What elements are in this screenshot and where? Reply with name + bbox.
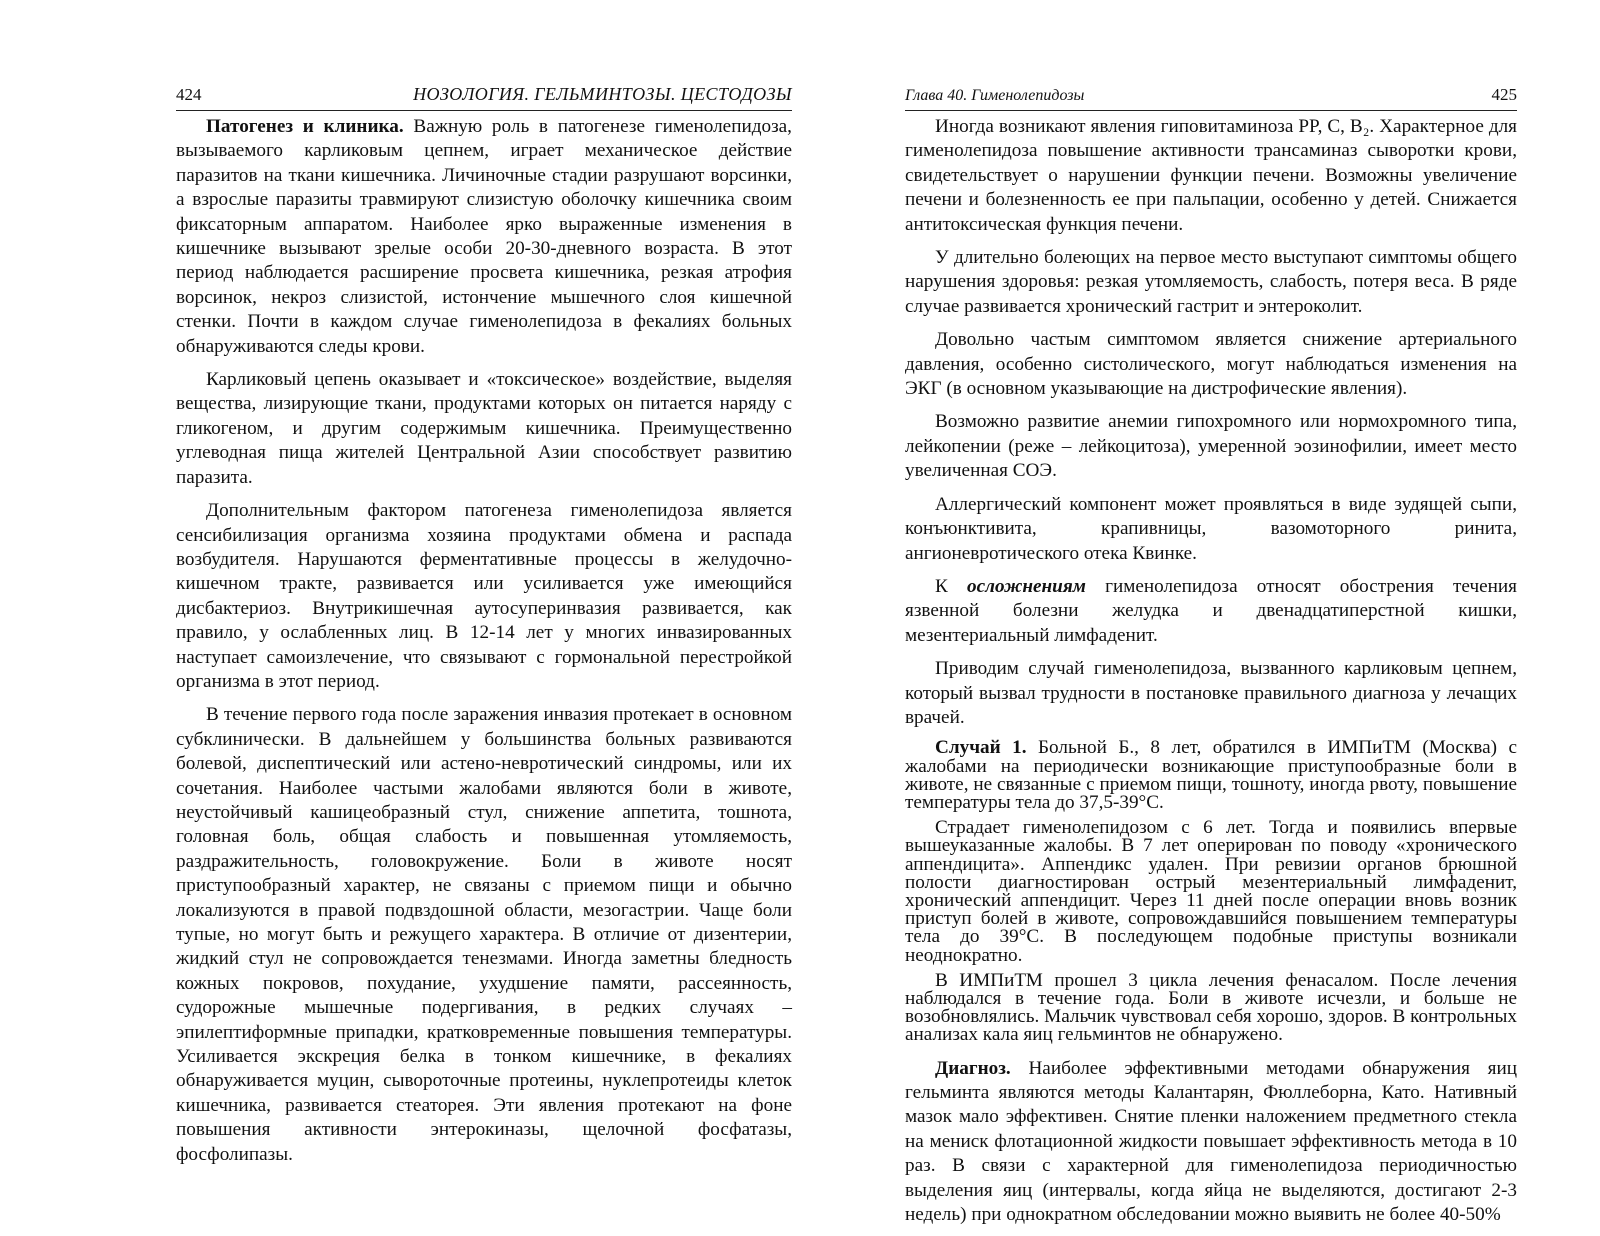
paragraph: У длительно болеющих на первое место выступают симптомы общего нарушения здоровья: резкая утомляемость, слабость, потеря веса. В ряде случае развивается хронический гастрит и энтероколит. — [905, 247, 1517, 317]
paragraph: Дополнительным фактором патогенеза гименолепидоза является сенсибилизация организма хозяина продуктами обмена и распада возбудителя. Нарушаются ферментативные процессы в желудочно-кишечном тракте, развивается или усиливается уже имеющийся дисбактериоз. Внутрикишечная аутосуперинвазия развивается, как правило, у ослабленных лиц. В 12-14 лет у многих инвазированных наступает самоизлечение, что связывают с гормональной перестройкой организма в этот период. — [176, 500, 792, 692]
running-title: Глава 40. Гименолепидозы — [905, 87, 1085, 104]
case-paragraph — [905, 739, 1517, 812]
case-lead: Случай 1. — [935, 737, 1027, 759]
paragraph-text: Больной Б., 8 лет, обратился в ИМПиТМ (Москва) с жалобами на периодически возникающие приступообразные боли в животе, не связанные с приемом пищи, тошноту, иногда рвоту, повышение температуры тела до 37,5-39°С. — [905, 737, 1517, 813]
paragraph-text: К — [935, 575, 968, 597]
page-number: 424 — [176, 85, 202, 104]
case-paragraph: В ИМПиТМ прошел 3 цикла лечения фенасалом. После лечения наблюдался в течение года. Боли в животе исчезли, и больше не возобновлялись. Мальчик чувствовал себя хорошо, здоров. В контрольных анализах кала яиц гельминтов не обнаружено. — [905, 969, 1517, 1046]
paragraph — [176, 115, 792, 359]
paragraph: Довольно частым симптомом является снижение артериального давления, особенно систолического, могут наблюдаться изменения на ЭКГ (в основном указывающие на дистрофические явления). — [905, 329, 1517, 400]
paragraph: Карликовый цепень оказывает и «токсическое» воздействие, выделяя вещества, лизирующие ткани, продуктами которых он питается наряду с гликогеном, и другим содержимым кишечника. Преимущественно углеводная пища жителей Центральной Азии способствует развитию паразита. — [176, 369, 792, 488]
paragraph: Возможно развитие анемии гипохромного или нормохромного типа, лейкопении (реже – лейкоцитоза), умеренной эозинофилии, имеет место увеличенная СОЭ. — [905, 411, 1517, 482]
paragraph: В течение первого года после заражения инвазия протекает в основном субклинически. В дальнейшем у большинства больных развиваются болевой, диспептический или астено-невротический синдромы, или их сочетания. Наиболее частыми жалобами являются боли в животе, неустойчивый кашицеобразный стул, снижение аппетита, тошнота, головная боль, общая слабость и повышенная утомляемость, раздражительность, головокружение. Боли в животе носят приступообразный характер, не связаны с приемом пищи и обычно локализуются в правой подвздошной области, мезогастрии. Чаще боли тупые, но могут быть и режущего характера. В отличие от дизентерии, жидкий стул не сопровождается тенезмами. Иногда заметны бледность кожных покровов, похудание, ухудшение памяти, рассеянность, судорожные мышечные подергивания, в редких случаях – эпилептиформные припадки, кратковременные повышения температуры. Усиливается экскреция белка в тонком кишечнике, в фекалиях обнаруживается муцин, сывороточные протеины, нуклепротеиды клеток кишечника, развивается стеаторея. Эти явления протекают на фоне повышения активности энтерокиназы, щелочной фосфатазы, фосфолипазы. — [176, 704, 792, 1165]
paragraph — [905, 575, 1517, 648]
paragraph-text: Важную роль в патогенезе гименолепидоза, вызываемого карликовым цепнем, играет механическое действие паразитов на ткани кишечника. Личиночные стадии разрушают ворсинки, а взрослые паразиты травмируют слизистую оболочку кишечника своим фиксаторным аппаратом. Наиболее ярко выраженные изменения в кишечнике вызывают зрелые особи 20-30-дневного возраста. В этот период наблюдается расширение просвета кишечника, резкая атрофия ворсинок, некроз слизистой, истончение мышечного слоя кишечной стенки. Почти в каждом случае гименолепидоза в фекалиях больных обнаруживаются следы крови. — [176, 116, 792, 357]
running-title: НОЗОЛОГИЯ. ГЕЛЬМИНТОЗЫ. ЦЕСТОДОЗЫ — [413, 84, 792, 104]
paragraph: Аллергический компонент может проявляться в виде зудящей сыпи, конъюнктивита, крапивницы, вазомоторного ринита, ангионевротического отека Квинке. — [905, 493, 1517, 564]
right-running-head — [905, 84, 1517, 111]
left-page-body — [176, 115, 792, 1176]
right-page-body — [905, 115, 1517, 1236]
emphasis-term: осложнениям — [967, 575, 1086, 597]
paragraph-text: гименолепидоза относят обострения течения язвенной болезни желудка и двенадцатиперстной кишки, мезентериальный лимфаденит. — [905, 575, 1517, 646]
paragraph: Приводим случай гименолепидоза, вызванного карликовым цепнем, который вызвал трудности в постановке правильного диагноза у лечащих врачей. — [905, 658, 1517, 728]
section-lead: Диагноз. — [935, 1057, 1011, 1079]
paragraph-text: Наиболее эффективными методами обнаружения яиц гельминта являются методы Калантарян, Фюллеборна, Като. Нативный мазок мало эффективен. Снятие пленки наложением предметного стекла на мениск флотационной жидкости повышает эффективность метода в 10 раз. В связи с характерной для гименолепидоза периодичностью выделения яиц (интервалы, когда яйца не выделяются, достигают 2-3 недель) при однократном обследовании можно выявить не более 40-50% — [905, 1057, 1517, 1226]
paragraph: Иногда возникают явления гиповитаминоза PP, C, B₂. Характерное для гименолепидоза повышение активности трансаминаз сыворотки крови, свидетельствует о нарушении функции печени. Возможны увеличение печени и болезненность ее при пальпации, особенно у детей. Снижается антитоксическая функция печени. — [905, 116, 1517, 235]
left-running-head — [176, 84, 792, 111]
case-paragraph: Страдает гименолепидозом с 6 лет. Тогда и появились впервые вышеуказанные жалобы. В 7 лет оперирован по поводу «хронического аппендицита». Аппендикс удален. При ревизии органов брюшной полости диагностирован острый мезентериальный лимфаденит, хронический аппендицит. Через 11 дней после операции вновь возник приступ болей в животе, сопровождавшийся повышением температуры тела до 39°С. В последующем подобные приступы возникали неоднократно. — [905, 817, 1517, 966]
section-lead: Патогенез и клиника. — [206, 116, 404, 137]
page-number: 425 — [1491, 85, 1517, 104]
paragraph — [905, 1057, 1517, 1228]
